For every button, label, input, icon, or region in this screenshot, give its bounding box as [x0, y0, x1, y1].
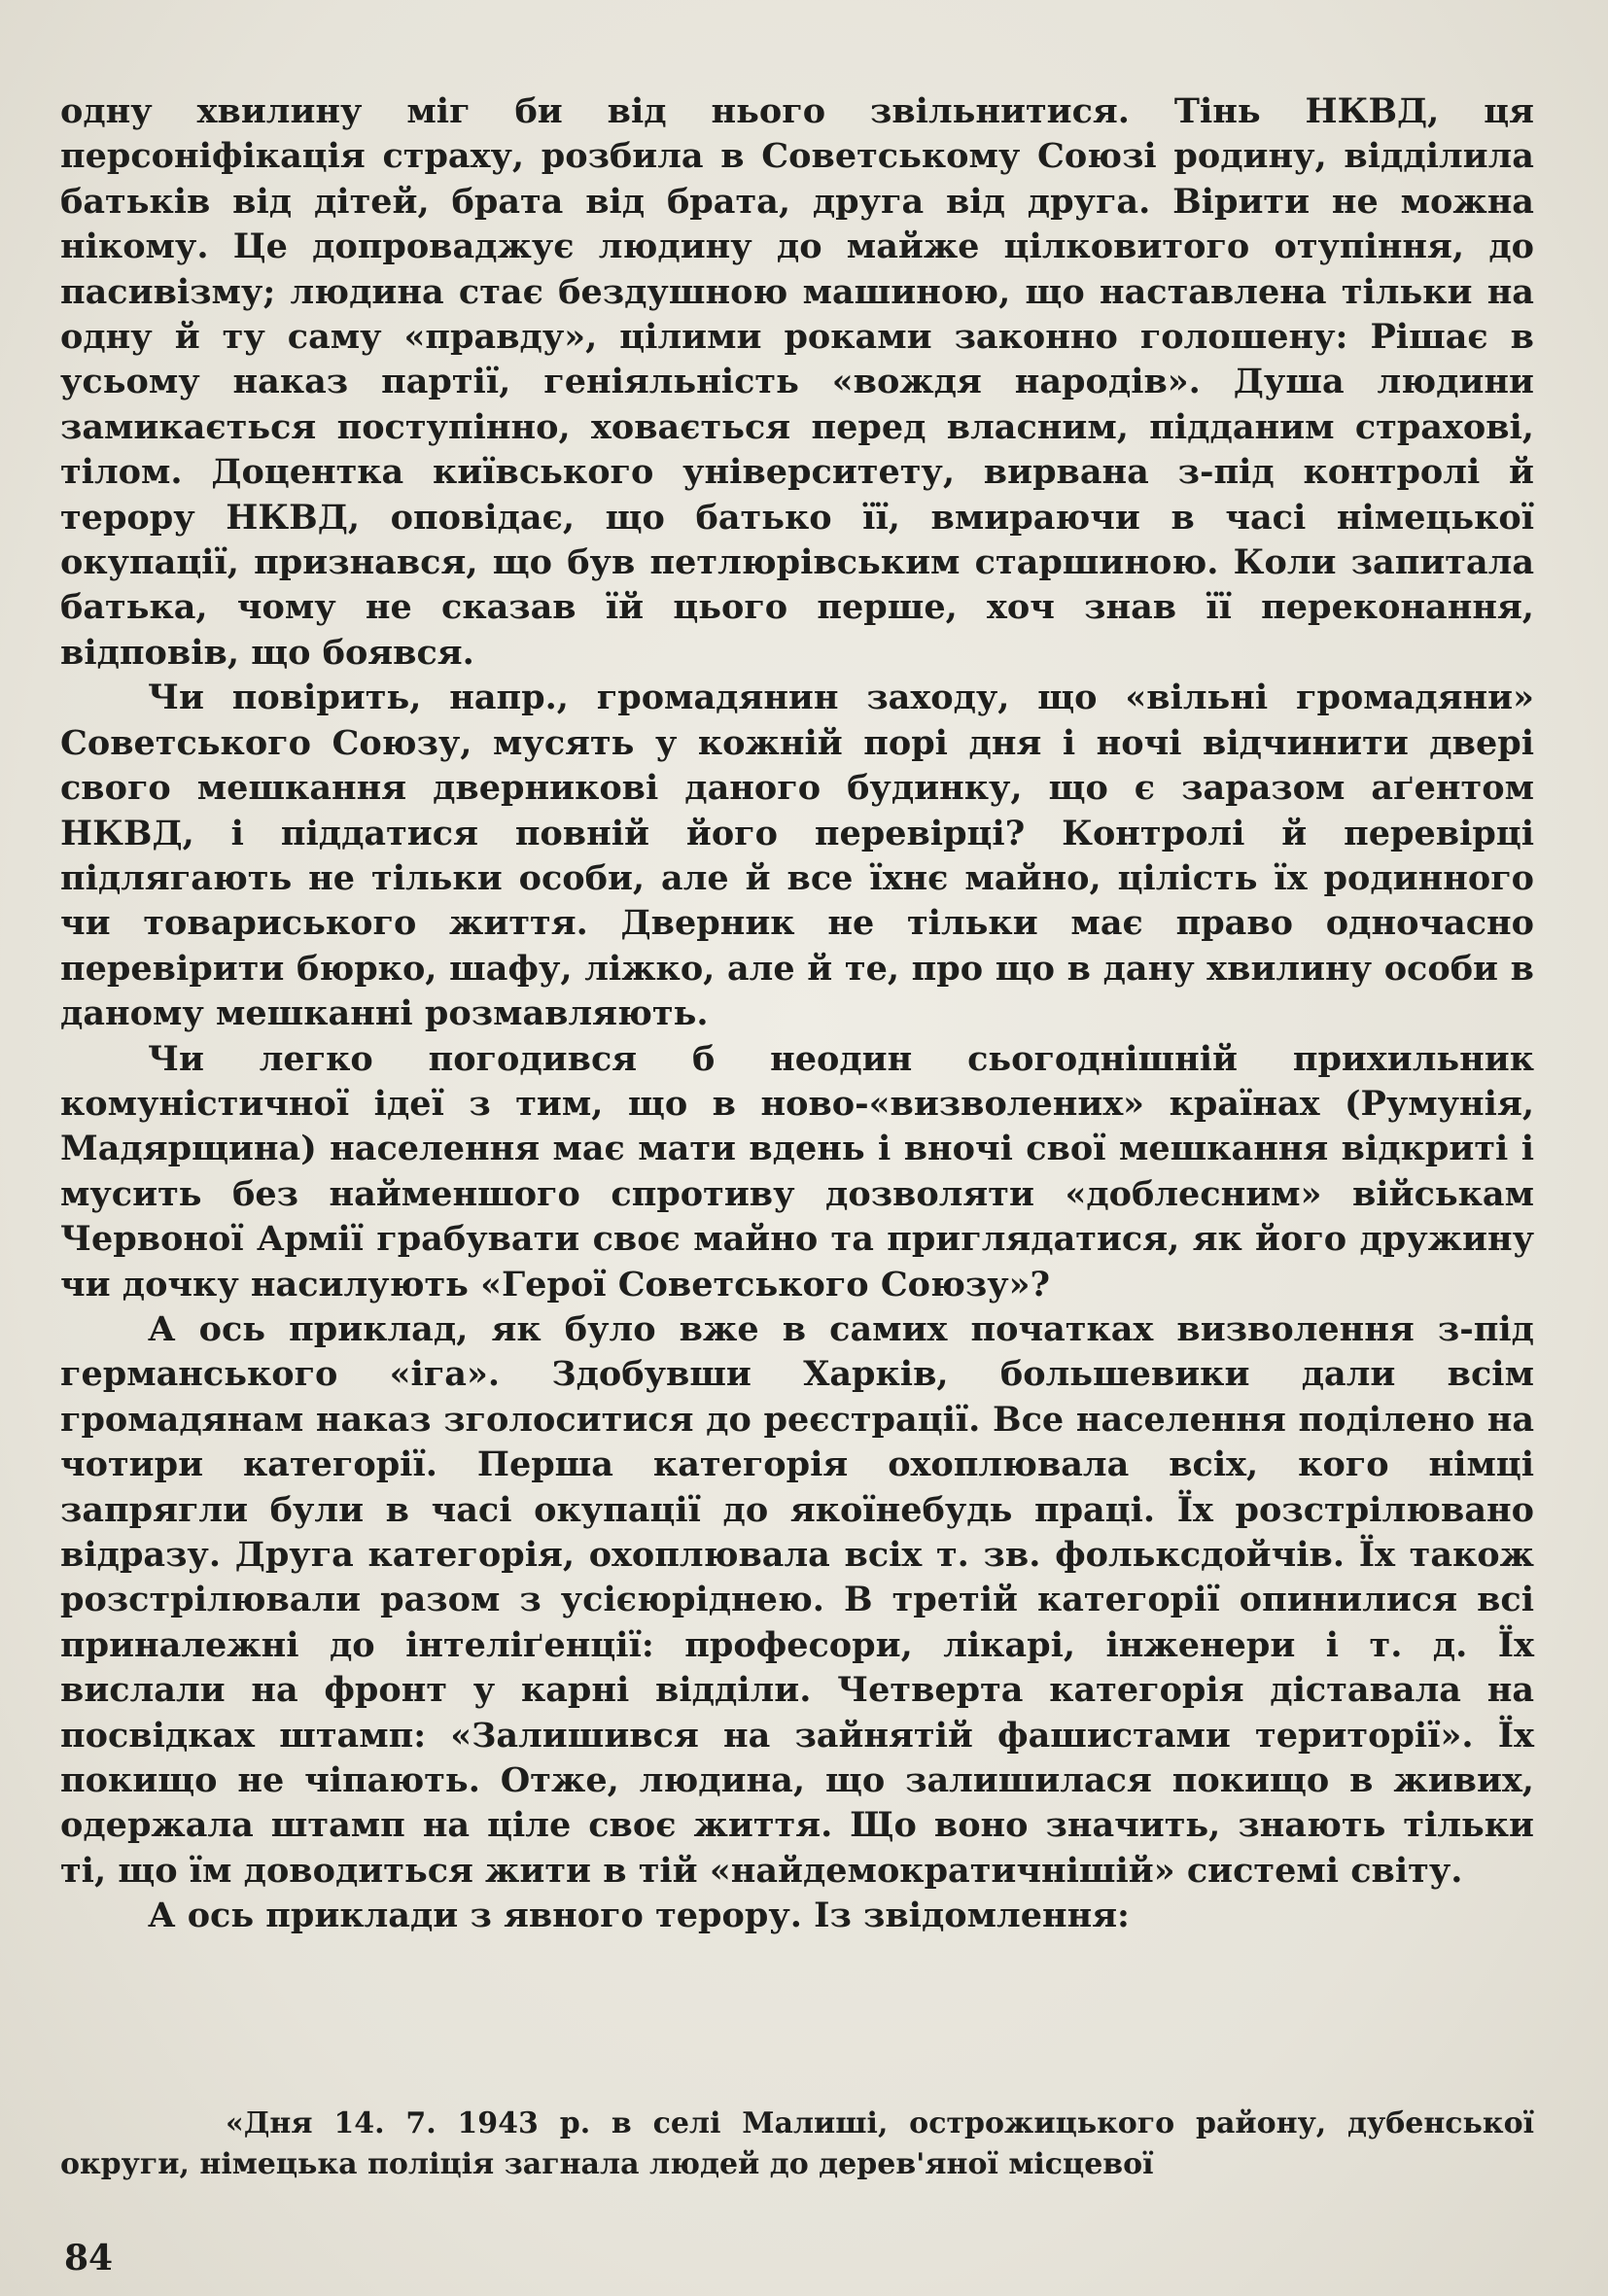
paragraph-5: А ось приклади з явного терору. Із звідомлення: [148, 1896, 1130, 1936]
page-number: 84 [64, 2238, 114, 2279]
paragraph-2: Чи повірить, напр., громадянин заходу, що «вільні громадяни» Советського Союзу, мусять у кожній порі дня і ночі відчинити двері свого мешкання дверникові даного будинку, що є заразом аґентом НКВД, і піддатися повній його перевірці? Контролі й перевірці підлягають не тільки особи, але й все їхнє майно, цілість їх родинного чи товариського життя. Дверник не тільки має право одночасно перевірити бюрко, шафу, ліжко, але й те, про що в дану хвилину особи в даному мешканні розмавляють. [60, 678, 1534, 1034]
paragraph-4: А ось приклад, як було вже в самих початках визволення з-під германського «іга». Здобувши Харків, большевики дали всім громадянам наказ зголоситися до реєстрації. Все населення поділено на чотири категорії. Перша категорія охоплювала всіх, кого німці запрягли були в часі окупації до якоїнебудь праці. Їх розстрілювано відразу. Друга категорія, охоплювала всіх т. зв. фольксдойчів. Їх також розстрілювали разом з усієюріднею. В третій категорії опинилися всі приналежні до інтеліґенції: професори, лікарі, інженери і т. д. Їх вислали на фронт у карні відділи. Четверта категорія діставала на посвідках штамп: «Залишився на зайнятій фашистами території». Їх покищо не чіпають. Отже, людина, що залишилася покищо в живих, одержала штамп на ціле своє життя. Що воно значить, знають тільки ті, що їм доводиться жити в тій «найдемократичнішій» системі світу. [60, 1308, 1534, 1891]
body-text [60, 89, 1534, 1939]
report-quote [60, 2104, 1534, 2185]
paragraph-3: Чи легко погодився б неодин сьогоднішній прихильник комуністичної ідеї з тим, що в ново-«визволених» країнах (Румунія, Мадярщина) населення має мати вдень і вночі свої мешкання відкриті і мусить без найменшого спротиву дозволяти «доблесним» військам Червоної Армії грабувати своє майно та приглядатися, як його дружину чи дочку насилують «Герої Советського Союзу»? [60, 1038, 1534, 1305]
quote-text: «Дня 14. 7. 1943 р. в селі Малиші, острожицького району, дубенської округи, німецька поліція загнала людей до дерев'яної місцевої [60, 2106, 1534, 2181]
paragraph-1: одну хвилину міг би від нього звільнитися. Тінь НКВД, ця персоніфікація страху, розбила в Советському Союзі родину, відділила батьків від дітей, брата від брата, друга від друга. Вірити не можна нікому. Це допроваджує людину до майже цілковитого отупіння, до пасивізму; людина стає бездушною машиною, що наставлена тільки на одну й ту саму «правду», цілими роками законно голошену: Рішає в усьому наказ партії, геніяльність «вождя народів». Душа людини замикається поступінно, ховається перед власним, підданим страхові, тілом. Доцентка київського університету, вирвана з-під контролі й терору НКВД, оповідає, що батько її, вмираючи в часі німецької окупації, признався, що був петлюрівським старшиною. Коли запитала батька, чому не сказав їй цього перше, хоч знав її переконання, відповів, що боявся. [60, 91, 1534, 673]
